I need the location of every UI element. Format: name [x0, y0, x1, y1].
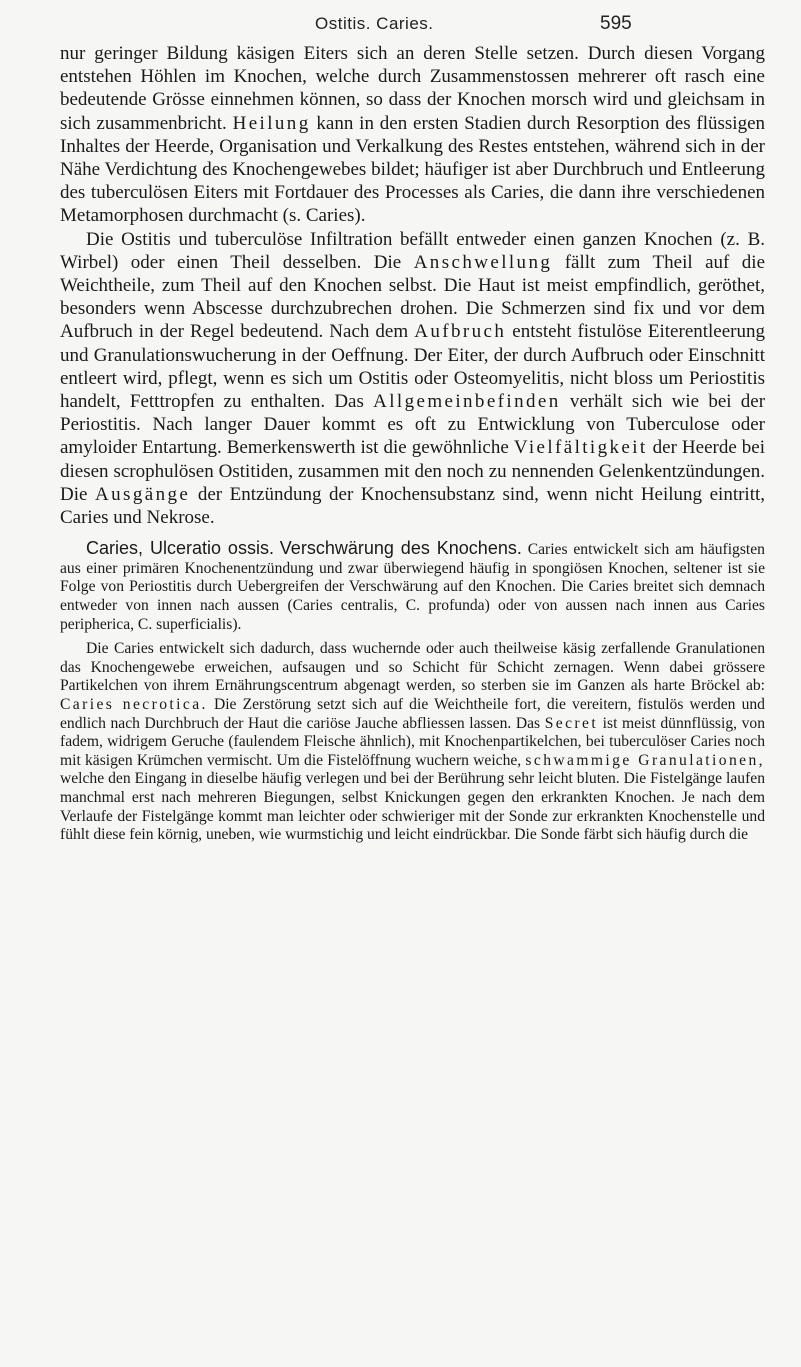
term-ausgaenge: Ausgänge — [95, 483, 191, 505]
small-paragraph-2-a: Die Caries entwickelt sich dadurch, dass wuchernde oder auch theilweise käsig zerfallende Granulationen das Knochengewebe erweichen, aufsaugen und so Schicht für Schicht zernagen. Wenn dabei grössere Partikelchen von ihrem Ernährungscentrum abgenagt werden, so sterben sie im Ganzen als harte Bröckel ab: — [60, 640, 765, 695]
term-aufbruch: Aufbruch — [414, 321, 507, 343]
body-text — [60, 42, 765, 845]
small-paragraph-2-d: welche den Eingang in dieselbe häufig verlegen und bei der Berührung sehr leicht bluten. Die Fistelgänge laufen manchmal erst nach mehreren Biegungen, selbst Knickungen gegen den erkrankten Knochen. Je nach dem Verlaufe der Fistelgänge kommt man leichter oder schwieriger mit der Sonde zur erkrankten Knochenstelle und fühlt diese fein körnig, uneben, wie wurmstichig und leicht eindrückbar. Die Sonde färbt sich häufig durch die — [60, 770, 765, 844]
paragraph-2-d: verhält sich wie bei der Periostitis. Nach langer Dauer kommt es oft zu Entwicklung von Tuberculose oder amyloider Entartung. Bemerkenswerth ist die gewöhnliche — [60, 391, 766, 459]
page-number: 595 — [600, 13, 632, 34]
paragraph-2-c: entsteht fistulöse Eiterentleerung und Granulationswucherung in der Oeffnung. Der Eiter, der durch Aufbruch oder Einschnitt entleert wird, pflegt, wenn es sich um Ostitis oder Osteomyelitis, nicht bloss um Periostitis handelt, Fetttropfen zu enthalten. Das — [60, 321, 766, 413]
small-print-section — [60, 539, 765, 845]
paragraph-1-text: nur geringer Bildung käsigen Eiters sich an deren Stelle setzen. Durch diesen Vorgang entstehen Höhlen im Knochen, welche durch Zusammenstossen mehrerer oft rasch eine bedeutende Grösse einnehmen können, so dass der Knochen morsch wird und gleichsam in sich zusammenbricht. — [60, 43, 765, 134]
paragraph-2-e: der Heerde bei diesen scrophulösen Ostitiden, zusammen mit den noch zu nennenden Gelenkentzündungen. Die — [60, 437, 766, 505]
paragraph-1 — [60, 42, 765, 228]
term-anschwellung: Anschwellung — [413, 251, 553, 273]
paragraph-2 — [60, 228, 765, 530]
term-heilung: Heilung — [232, 112, 311, 134]
small-paragraph-2-b: Die Zerstörung setzt sich auf die Weichtheile fort, die vereitern, fistulös werden und endlich nach Durchbruch der Haut die cariöse Jauche abfliessen lassen. Das — [60, 696, 765, 732]
small-paragraph-1-text: Caries entwickelt sich am häufigsten aus einer primären Knochenentzündung und zwar überwiegend häufig in spongiösen Knochen, seltener ist sie Folge von Periostitis durch Uebergreifen der Verschwärung auf den Knochen. Die Caries breitet sich demnach entweder von innen nach aussen (Caries centralis, C. profunda) oder von aussen nach innen aus Caries peripherica, C. superficialis). — [60, 541, 765, 633]
page-header — [60, 8, 760, 34]
paragraph-1-continued: kann in den ersten Stadien durch Resorption des flüssigen Inhaltes der Heerde, Organisation und Verkalkung des Restes entstehen, während sich in der Nähe Verdichtung des Knochengewebes bildet; häufiger ist aber Durchbruch und Entleerung des tuberculösen Eiters mit Fortdauer des Processes als Caries, die dann ihre verschiedenen Metamorphosen durchmacht (s. Caries). — [60, 112, 766, 227]
small-paragraph-2-c: ist meist dünnflüssig, von fadem, widrigem Geruche (faulendem Fleische ähnlich), mit Knochenpartikelchen, bei tuberculöser Caries noch mit käsigen Krümchen vermischt. Um die Fistelöffnung wuchern weiche, — [60, 714, 766, 769]
term-allgemeinbefinden: Allgemeinbefinden — [373, 391, 561, 413]
paragraph-2-a: Die Ostitis und tuberculöse Infiltration befällt entweder einen ganzen Knochen (z. B. Wirbel) oder einen Theil desselben. Die — [60, 228, 765, 273]
term-secret: Secret — [544, 714, 599, 732]
small-paragraph-1 — [60, 539, 765, 634]
section-heading-caries: Caries, Ulceratio ossis. — [86, 538, 274, 559]
small-paragraph-2 — [60, 640, 765, 845]
running-head: Ostitis. Caries. — [315, 14, 434, 33]
term-vielfaeltigkeit: Vielfältigkeit — [513, 437, 648, 459]
paragraph-2-f: der Entzündung der Knochensubstanz sind, wenn nicht Heilung eintritt, Caries und Nekrose. — [60, 483, 766, 529]
paragraph-2-b: fällt zum Theil auf die Weichtheile, zum Theil auf den Knochen selbst. Die Haut ist meist empfindlich, geröthet, besonders wenn Abscesse durchzubrechen drohen. Die Schmerzen sind fix und vor dem Aufbruch in der Regel bedeutend. Nach dem — [60, 251, 766, 343]
term-schwammige-granulationen: schwammige Granulationen, — [525, 751, 765, 769]
section-heading-verschwaerung: Verschwärung des Knochens. — [279, 538, 522, 559]
term-caries-necrotica: Caries necrotica. — [60, 696, 208, 714]
